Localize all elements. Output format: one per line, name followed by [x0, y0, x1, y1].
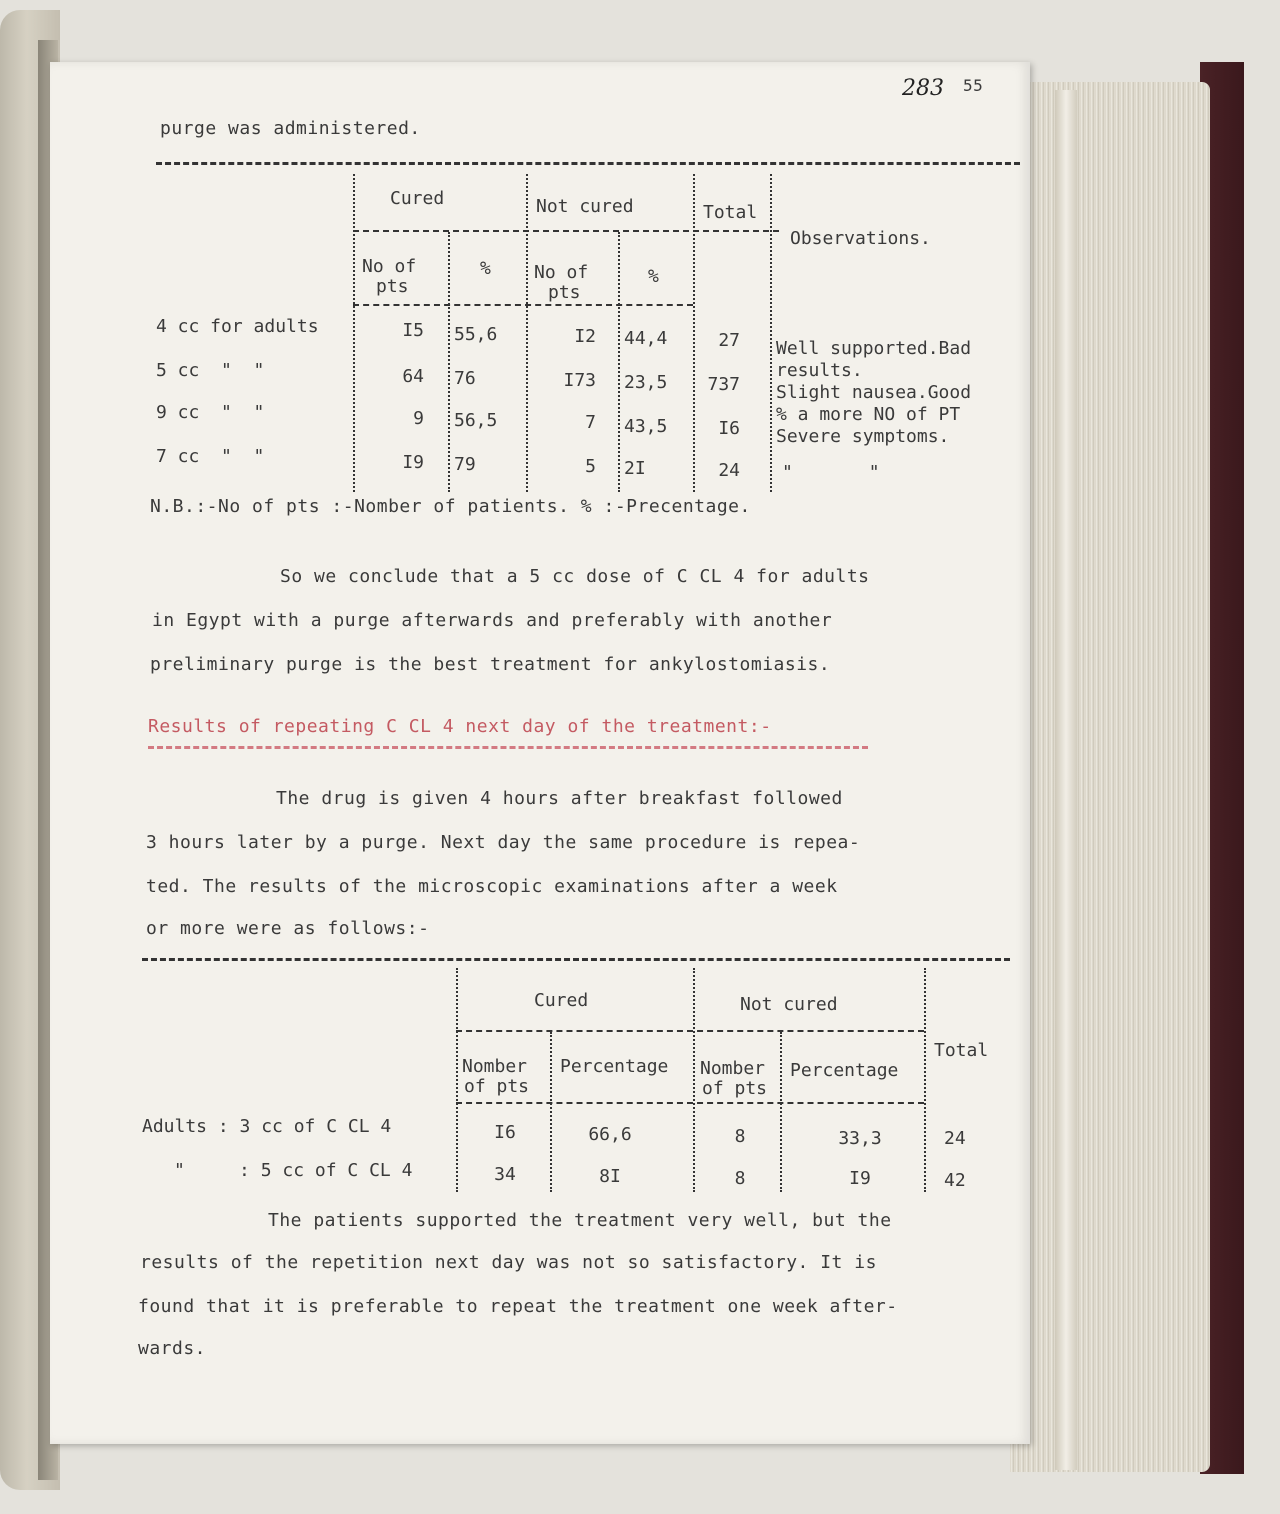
t1-sub-no-of: No of	[534, 262, 589, 283]
t1-cured-n: I5	[402, 320, 424, 341]
paragraph-line: The drug is given 4 hours after breakfast followed	[276, 788, 843, 809]
t2-sub-of-pts: of pts	[702, 1078, 768, 1099]
t1-header-total: Total	[703, 202, 758, 223]
t1-cured-pct: 55,6	[454, 324, 498, 345]
t2-cured-pct: 8I	[599, 1166, 621, 1187]
table1-col-divider	[353, 174, 355, 492]
table2-col-divider	[924, 968, 926, 1192]
paragraph-line: So we conclude that a 5 cc dose of C CL 4 for adults	[280, 566, 870, 587]
t1-obs-extra: Severe symptoms.	[776, 426, 950, 447]
t1-total: I6	[718, 418, 740, 439]
t2-cured-n: 34	[494, 1164, 516, 1185]
table1-header-rule	[353, 230, 779, 232]
table1-col-divider	[448, 232, 450, 492]
table1-footnote: N.B.:-No of pts :-Nomber of patients. % :-Precentage.	[150, 496, 751, 517]
t1-row-label: 9 cc " "	[156, 402, 265, 423]
t1-total: 737	[707, 374, 740, 395]
paragraph-line: found that it is preferable to repeat the treatment one week after-	[138, 1296, 898, 1317]
t2-header-total: Total	[934, 1040, 989, 1061]
t2-sub-of-pts: of pts	[464, 1076, 530, 1097]
t2-sub-nomber: Nomber	[700, 1058, 766, 1079]
t1-not-pct: 44,4	[624, 328, 668, 349]
t1-not-n: I2	[574, 326, 596, 347]
t1-not-n: 5	[585, 456, 596, 477]
opening-line: purge was administered.	[160, 118, 421, 139]
t1-sub-no-of: No of	[362, 256, 417, 277]
t2-not-n: 8	[734, 1168, 746, 1189]
t1-obs: % a more NO of PT	[776, 404, 961, 425]
t1-cured-n: 9	[413, 408, 424, 429]
page-block-edges	[1010, 82, 1210, 1472]
t1-header-not-cured: Not cured	[536, 196, 634, 217]
t1-header-cured: Cured	[390, 188, 445, 209]
t1-row-label: 7 cc " "	[156, 446, 265, 467]
table2-header-rule	[456, 1030, 924, 1032]
t1-cured-n: 64	[402, 366, 424, 387]
t1-not-n: I73	[563, 370, 596, 391]
page-number-typed: 55	[963, 76, 984, 95]
t2-total: 42	[944, 1170, 966, 1191]
paragraph-line: in Egypt with a purge afterwards and preferably with another	[152, 610, 833, 631]
heading-underline	[148, 746, 868, 749]
table2-col-divider	[550, 1032, 552, 1192]
t2-cured-pct: 66,6	[588, 1124, 632, 1145]
t1-total: 24	[718, 460, 740, 481]
t1-cured-pct: 76	[454, 368, 476, 389]
table2-col-divider	[456, 968, 458, 1192]
t2-not-pct: 33,3	[838, 1128, 882, 1149]
t2-sub-nomber: Nomber	[462, 1056, 528, 1077]
t1-sub-pts: pts	[548, 282, 581, 303]
t2-sub-percentage: Percentage	[560, 1056, 669, 1077]
t1-header-observations: Observations.	[790, 228, 931, 249]
page-tab-strip	[1055, 90, 1077, 1470]
paragraph-line: wards.	[138, 1338, 207, 1359]
table2-col-divider	[693, 968, 695, 1192]
paragraph-line: or more were as follows:-	[146, 918, 430, 939]
paragraph-line: ted. The results of the microscopic examinations after a week	[146, 876, 838, 897]
paragraph-line: results of the repetition next day was not so satisfactory. It is	[140, 1252, 877, 1273]
t1-row-label: 5 cc " "	[156, 360, 265, 381]
document-page	[50, 62, 1030, 1444]
t2-cured-n: I6	[494, 1122, 516, 1143]
table1-col-divider	[526, 174, 528, 492]
t2-header-not-cured: Not cured	[740, 994, 838, 1015]
t1-obs: Slight nausea.Good	[776, 382, 972, 403]
table2-col-divider	[780, 1032, 782, 1192]
paragraph-line: The patients supported the treatment very well, but the	[268, 1210, 892, 1231]
page-number-handwritten: 283	[902, 76, 944, 101]
t1-row-label: 4 cc for adults	[156, 316, 319, 337]
t1-not-pct: 43,5	[624, 416, 668, 437]
t1-sub-pts: pts	[376, 276, 409, 297]
table1-top-rule	[156, 162, 1020, 165]
table2-top-rule	[142, 958, 1010, 961]
t1-sub-pct: %	[648, 266, 659, 287]
t1-sub-pct: %	[480, 258, 491, 279]
t2-not-pct: I9	[849, 1168, 871, 1189]
table1-col-divider	[618, 232, 620, 492]
table2-subheader-rule	[456, 1102, 924, 1104]
t1-cured-pct: 79	[454, 454, 476, 475]
table1-subheader-rule	[353, 304, 693, 306]
t2-total: 24	[944, 1128, 966, 1149]
t1-obs-extra: " "	[782, 462, 880, 483]
t2-row-label: Adults : 3 cc of C CL 4	[142, 1116, 392, 1137]
table1-col-divider	[693, 174, 695, 492]
t2-header-cured: Cured	[534, 990, 589, 1011]
t1-cured-n: I9	[402, 452, 424, 473]
section-heading: Results of repeating C CL 4 next day of the treatment:-	[148, 716, 772, 737]
paragraph-line: preliminary purge is the best treatment for ankylostomiasis.	[150, 654, 831, 675]
t2-sub-percentage: Percentage	[790, 1060, 899, 1081]
t1-cured-pct: 56,5	[454, 410, 498, 431]
t1-not-n: 7	[585, 412, 596, 433]
t1-total: 27	[718, 330, 740, 351]
t1-obs: Well supported.Bad	[776, 338, 972, 359]
t2-not-n: 8	[734, 1126, 746, 1147]
t2-row-label: " : 5 cc of C CL 4	[174, 1160, 413, 1181]
t1-not-pct: 2I	[624, 458, 646, 479]
table1-col-divider	[770, 174, 772, 492]
paragraph-line: 3 hours later by a purge. Next day the same procedure is repea-	[146, 832, 861, 853]
t1-not-pct: 23,5	[624, 372, 668, 393]
t1-obs: results.	[776, 360, 863, 381]
